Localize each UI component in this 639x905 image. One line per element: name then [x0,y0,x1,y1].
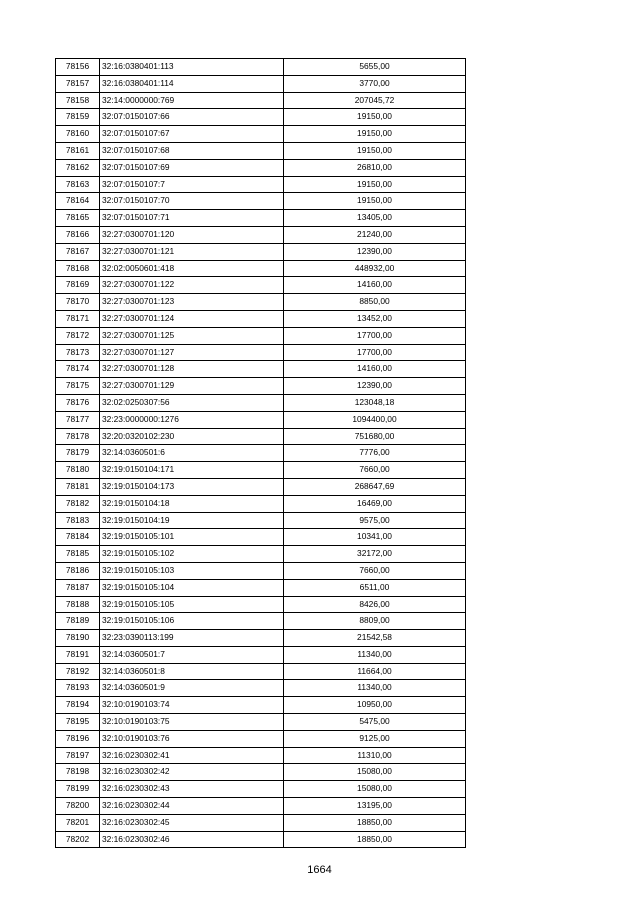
row-number-cell: 78177 [56,411,100,428]
cadastral-number-cell: 32:02:0250307:56 [100,394,284,411]
row-number-cell: 78179 [56,445,100,462]
table-row [56,445,466,462]
row-number-cell: 78157 [56,75,100,92]
cadastral-number-cell: 32:19:0150105:106 [100,613,284,630]
cadastral-number-cell: 32:07:0150107:70 [100,193,284,210]
cadastral-number-cell: 32:19:0150105:102 [100,546,284,563]
row-number-cell: 78185 [56,546,100,563]
row-number-cell: 78176 [56,394,100,411]
amount-cell: 21240,00 [284,226,466,243]
table-row [56,613,466,630]
amount-cell: 14160,00 [284,277,466,294]
row-number-cell: 78164 [56,193,100,210]
row-number-cell: 78167 [56,243,100,260]
table-row [56,428,466,445]
amount-cell: 10950,00 [284,697,466,714]
amount-cell: 15080,00 [284,764,466,781]
cadastral-number-cell: 32:14:0360501:8 [100,663,284,680]
amount-cell: 19150,00 [284,109,466,126]
table-row [56,378,466,395]
row-number-cell: 78188 [56,596,100,613]
cadastral-number-cell: 32:14:0360501:9 [100,680,284,697]
amount-cell: 19150,00 [284,193,466,210]
amount-cell: 17700,00 [284,327,466,344]
amount-cell: 3770,00 [284,75,466,92]
row-number-cell: 78180 [56,462,100,479]
table-row [56,714,466,731]
cadastral-number-cell: 32:07:0150107:67 [100,126,284,143]
amount-cell: 12390,00 [284,243,466,260]
row-number-cell: 78161 [56,142,100,159]
row-number-cell: 78183 [56,512,100,529]
amount-cell: 11310,00 [284,747,466,764]
cadastral-number-cell: 32:19:0150105:103 [100,562,284,579]
amount-cell: 17700,00 [284,344,466,361]
row-number-cell: 78175 [56,378,100,395]
amount-cell: 8809,00 [284,613,466,630]
row-number-cell: 78172 [56,327,100,344]
amount-cell: 11664,00 [284,663,466,680]
table-row [56,294,466,311]
row-number-cell: 78170 [56,294,100,311]
cadastral-number-cell: 32:23:0390113:199 [100,630,284,647]
amount-cell: 14160,00 [284,361,466,378]
cadastral-number-cell: 32:27:0300701:124 [100,310,284,327]
registry-table [55,58,466,848]
row-number-cell: 78189 [56,613,100,630]
amount-cell: 5655,00 [284,59,466,76]
table-row [56,730,466,747]
row-number-cell: 78171 [56,310,100,327]
amount-cell: 15080,00 [284,781,466,798]
table-row [56,747,466,764]
table-row [56,663,466,680]
cadastral-number-cell: 32:27:0300701:122 [100,277,284,294]
row-number-cell: 78166 [56,226,100,243]
table-row [56,277,466,294]
amount-cell: 13405,00 [284,210,466,227]
table-row [56,596,466,613]
table-row [56,680,466,697]
amount-cell: 26810,00 [284,159,466,176]
cadastral-number-cell: 32:10:0190103:74 [100,697,284,714]
amount-cell: 13452,00 [284,310,466,327]
row-number-cell: 78156 [56,59,100,76]
row-number-cell: 78201 [56,814,100,831]
table-row [56,462,466,479]
amount-cell: 11340,00 [284,680,466,697]
table-row [56,126,466,143]
row-number-cell: 78173 [56,344,100,361]
cadastral-number-cell: 32:07:0150107:69 [100,159,284,176]
row-number-cell: 78198 [56,764,100,781]
amount-cell: 123048,18 [284,394,466,411]
cadastral-number-cell: 32:27:0300701:120 [100,226,284,243]
table-row [56,159,466,176]
table-row [56,814,466,831]
cadastral-number-cell: 32:23:0000000:1276 [100,411,284,428]
cadastral-number-cell: 32:07:0150107:66 [100,109,284,126]
cadastral-number-cell: 32:27:0300701:121 [100,243,284,260]
table-row [56,579,466,596]
amount-cell: 8426,00 [284,596,466,613]
cadastral-number-cell: 32:10:0190103:76 [100,730,284,747]
cadastral-number-cell: 32:19:0150104:173 [100,478,284,495]
amount-cell: 6511,00 [284,579,466,596]
row-number-cell: 78187 [56,579,100,596]
table-row [56,646,466,663]
cadastral-number-cell: 32:14:0360501:7 [100,646,284,663]
table-row [56,495,466,512]
table-row [56,260,466,277]
cadastral-number-cell: 32:19:0150105:101 [100,529,284,546]
cadastral-number-cell: 32:19:0150105:105 [100,596,284,613]
table-row [56,562,466,579]
table-row [56,512,466,529]
table-row [56,361,466,378]
amount-cell: 19150,00 [284,176,466,193]
registry-table-body [56,59,466,848]
amount-cell: 9125,00 [284,730,466,747]
amount-cell: 11340,00 [284,646,466,663]
amount-cell: 21542,58 [284,630,466,647]
row-number-cell: 78165 [56,210,100,227]
table-row [56,546,466,563]
table-row [56,327,466,344]
row-number-cell: 78196 [56,730,100,747]
amount-cell: 1094400,00 [284,411,466,428]
table-row [56,75,466,92]
row-number-cell: 78184 [56,529,100,546]
page-number: 1664 [307,864,332,876]
amount-cell: 18850,00 [284,814,466,831]
amount-cell: 18850,00 [284,831,466,848]
row-number-cell: 78194 [56,697,100,714]
table-row [56,243,466,260]
table-row [56,193,466,210]
amount-cell: 7660,00 [284,462,466,479]
table-row [56,697,466,714]
cadastral-number-cell: 32:16:0230302:43 [100,781,284,798]
table-row [56,630,466,647]
row-number-cell: 78181 [56,478,100,495]
amount-cell: 7776,00 [284,445,466,462]
amount-cell: 9575,00 [284,512,466,529]
table-row [56,142,466,159]
table-row [56,411,466,428]
row-number-cell: 78160 [56,126,100,143]
cadastral-number-cell: 32:02:0050601:418 [100,260,284,277]
amount-cell: 8850,00 [284,294,466,311]
row-number-cell: 78192 [56,663,100,680]
amount-cell: 16469,00 [284,495,466,512]
cadastral-number-cell: 32:16:0230302:46 [100,831,284,848]
cadastral-number-cell: 32:27:0300701:129 [100,378,284,395]
cadastral-number-cell: 32:10:0190103:75 [100,714,284,731]
amount-cell: 268647,69 [284,478,466,495]
cadastral-number-cell: 32:16:0230302:44 [100,798,284,815]
cadastral-number-cell: 32:14:0000000:769 [100,92,284,109]
amount-cell: 32172,00 [284,546,466,563]
cadastral-number-cell: 32:07:0150107:7 [100,176,284,193]
cadastral-number-cell: 32:19:0150105:104 [100,579,284,596]
table-row [56,310,466,327]
amount-cell: 207045,72 [284,92,466,109]
row-number-cell: 78193 [56,680,100,697]
row-number-cell: 78159 [56,109,100,126]
cadastral-number-cell: 32:16:0230302:42 [100,764,284,781]
cadastral-number-cell: 32:20:0320102:230 [100,428,284,445]
amount-cell: 19150,00 [284,126,466,143]
row-number-cell: 78200 [56,798,100,815]
amount-cell: 10341,00 [284,529,466,546]
amount-cell: 5475,00 [284,714,466,731]
table-row [56,226,466,243]
row-number-cell: 78186 [56,562,100,579]
row-number-cell: 78199 [56,781,100,798]
row-number-cell: 78168 [56,260,100,277]
cadastral-number-cell: 32:27:0300701:125 [100,327,284,344]
table-row [56,59,466,76]
cadastral-number-cell: 32:16:0230302:45 [100,814,284,831]
amount-cell: 12390,00 [284,378,466,395]
row-number-cell: 78190 [56,630,100,647]
row-number-cell: 78182 [56,495,100,512]
row-number-cell: 78178 [56,428,100,445]
row-number-cell: 78191 [56,646,100,663]
amount-cell: 7660,00 [284,562,466,579]
table-row [56,764,466,781]
row-number-cell: 78195 [56,714,100,731]
cadastral-number-cell: 32:19:0150104:18 [100,495,284,512]
table-row [56,109,466,126]
table-row [56,529,466,546]
cadastral-number-cell: 32:07:0150107:71 [100,210,284,227]
table-row [56,831,466,848]
cadastral-number-cell: 32:16:0230302:41 [100,747,284,764]
table-row [56,210,466,227]
amount-cell: 13195,00 [284,798,466,815]
table-row [56,92,466,109]
cadastral-number-cell: 32:27:0300701:123 [100,294,284,311]
row-number-cell: 78163 [56,176,100,193]
table-row [56,478,466,495]
row-number-cell: 78202 [56,831,100,848]
table-row [56,394,466,411]
cadastral-number-cell: 32:27:0300701:127 [100,344,284,361]
amount-cell: 448932,00 [284,260,466,277]
amount-cell: 751680,00 [284,428,466,445]
cadastral-number-cell: 32:07:0150107:68 [100,142,284,159]
cadastral-number-cell: 32:19:0150104:171 [100,462,284,479]
cadastral-number-cell: 32:16:0380401:113 [100,59,284,76]
table-row [56,176,466,193]
table-row [56,781,466,798]
cadastral-number-cell: 32:27:0300701:128 [100,361,284,378]
row-number-cell: 78158 [56,92,100,109]
row-number-cell: 78174 [56,361,100,378]
table-row [56,798,466,815]
cadastral-number-cell: 32:19:0150104:19 [100,512,284,529]
amount-cell: 19150,00 [284,142,466,159]
row-number-cell: 78169 [56,277,100,294]
cadastral-number-cell: 32:14:0360501:6 [100,445,284,462]
table-row [56,344,466,361]
row-number-cell: 78197 [56,747,100,764]
row-number-cell: 78162 [56,159,100,176]
cadastral-number-cell: 32:16:0380401:114 [100,75,284,92]
